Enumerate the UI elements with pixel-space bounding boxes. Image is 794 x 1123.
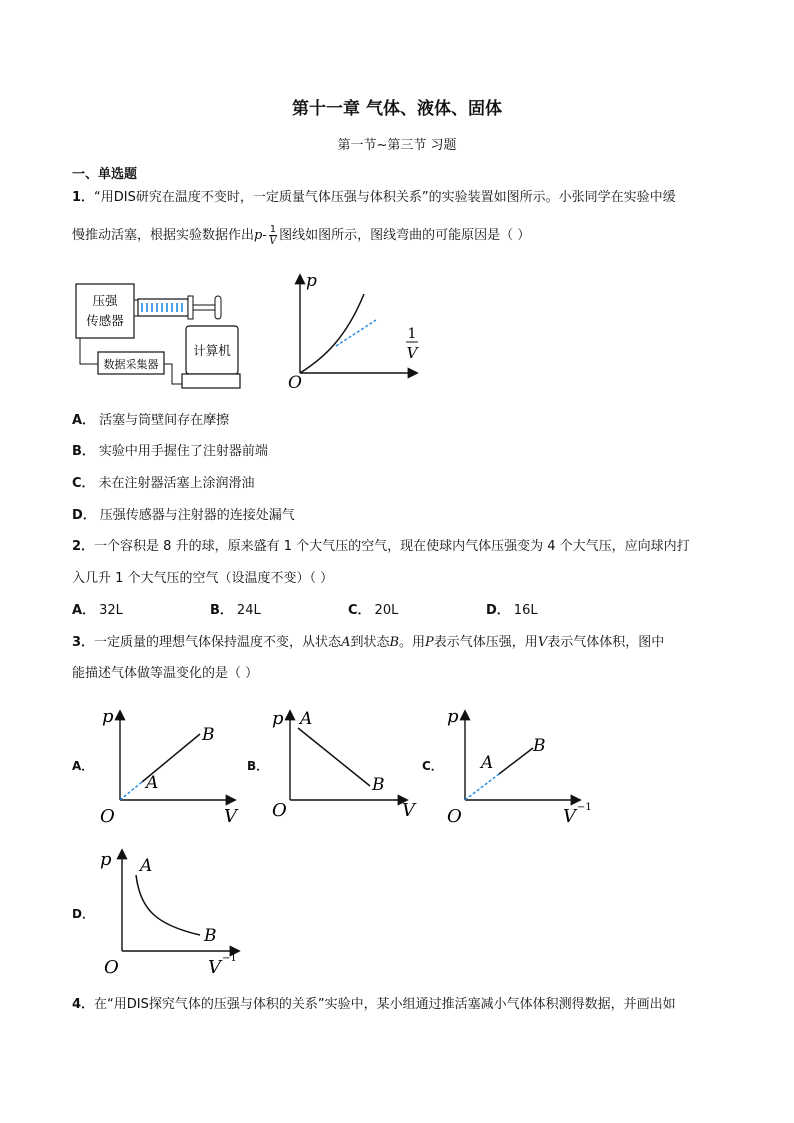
q1-dashed-extension <box>336 320 376 346</box>
q2-option-a-letter: A． <box>72 603 96 618</box>
q3c-point-a: A <box>481 753 494 773</box>
q1-option-b-text: 实验中用手握住了注射器前端 <box>98 444 268 459</box>
q3d-y-label: p <box>100 849 112 870</box>
q3-graph-c[interactable] <box>443 702 603 827</box>
q3a-point-a: A <box>146 773 159 793</box>
q3-text-b: 到状态 <box>350 635 390 650</box>
q1-apparatus-figure <box>68 272 246 394</box>
q1-frac-num: 1 <box>269 224 277 235</box>
q2-option-d-letter: D． <box>486 603 510 618</box>
syringe-nozzle <box>134 300 138 316</box>
cable-collector-computer <box>164 364 182 384</box>
q1-text1: “用DIS研究在温度不变时，一定质量气体压强与体积关系”的实验装置如图所示。小张同学在实验中缓 <box>94 190 676 205</box>
q3-text-c: 。用 <box>399 635 426 650</box>
q2-option-d-text: 16L <box>513 603 538 618</box>
q3-v-symbol: V <box>537 635 548 650</box>
q3c-x-superscript: −1 <box>577 802 592 813</box>
section-heading: 一、单选题 <box>72 167 138 182</box>
q2-option-b-letter: B． <box>210 603 233 618</box>
q3-graph-c-letter: C． <box>422 759 443 773</box>
q2-option-d[interactable] <box>486 602 538 620</box>
syringe-plunger-rod <box>193 305 215 310</box>
q1-text2b: 图线如图所示，图线弯曲的可能原因是（ ） <box>279 228 531 243</box>
q3b-point-b: B <box>372 775 385 795</box>
q1-option-a-text: 活塞与筒壁间存在摩擦 <box>99 413 230 428</box>
q3d-x-superscript: −1 <box>222 953 237 964</box>
q1-option-d[interactable] <box>72 507 295 525</box>
q1-option-c-letter: C． <box>72 476 95 491</box>
q3-text-a: 一定质量的理想气体保持温度不变，从状态 <box>94 635 342 650</box>
q4-number: 4． <box>72 997 95 1012</box>
q2-text1: 一个容积是 8 升的球，原来盛有 1 个大气压的空气，现在使球内气体压强变为 4 个大气压，应向球内打 <box>94 539 690 554</box>
q1-frac-den: V <box>269 236 277 247</box>
q3b-y-label: p <box>272 708 284 729</box>
sensor-label-2: 传感器 <box>86 313 124 328</box>
q3a-x-label: V <box>224 806 237 827</box>
q4-line1 <box>72 996 676 1014</box>
collector-label: 数据采集器 <box>103 358 159 371</box>
page-subtitle: 第一节~第三节 习题 <box>337 138 457 153</box>
q3c-y-label: p <box>447 706 459 727</box>
q1-option-c[interactable] <box>72 475 255 493</box>
q3-text-e: 表示气体体积，图中 <box>547 635 665 650</box>
q1-y-label: p <box>306 271 317 291</box>
q3-line1 <box>72 634 664 652</box>
q3-graph-b-letter: B． <box>247 759 269 773</box>
q3-graph-b[interactable] <box>268 702 418 827</box>
q3-p-symbol: P <box>425 635 434 650</box>
page-title: 第十一章 气体、液体、固体 <box>292 99 502 119</box>
syringe-handle <box>215 296 221 319</box>
q3a-y-label: p <box>102 706 114 727</box>
q3a-dashed <box>120 782 142 800</box>
q1-p-symbol: p- <box>254 228 267 243</box>
q4-text1: 在“用DIS探究气体的压强与体积的关系”实验中，某小组通过推活塞减小气体体积测得数据，并画出如 <box>94 997 676 1012</box>
q3d-origin: O <box>104 957 119 978</box>
q1-origin: O <box>288 373 302 393</box>
q3b-point-a: A <box>300 709 313 729</box>
q3d-curve <box>136 875 200 935</box>
q3-graph-d-letter: D． <box>72 907 94 921</box>
syringe-plunger-head <box>188 296 193 319</box>
q2-option-a-text: 32L <box>99 603 123 618</box>
q1-line2 <box>72 222 530 250</box>
q1-x-num: 1 <box>407 326 417 342</box>
q2-line1 <box>72 538 690 556</box>
computer-base <box>182 374 240 388</box>
q3a-point-b: B <box>202 725 215 745</box>
q3b-line <box>298 728 370 786</box>
q3c-line <box>499 748 533 774</box>
q3d-point-b: B <box>204 926 217 946</box>
q1-text2a: 慢推动活塞，根据实验数据作出 <box>72 228 255 243</box>
q3d-point-a: A <box>140 856 153 876</box>
q3c-point-b: B <box>533 736 546 756</box>
q1-option-d-text: 压强传感器与注射器的连接处漏气 <box>99 508 295 523</box>
q1-option-c-text: 未在注射器活塞上涂润滑油 <box>98 476 255 491</box>
q1-fraction <box>269 224 277 247</box>
cable-sensor-collector <box>80 338 98 364</box>
q2-option-b[interactable] <box>210 602 261 620</box>
q2-option-b-text: 24L <box>236 603 261 618</box>
q1-option-a-letter: A． <box>72 413 96 428</box>
computer-label: 计算机 <box>193 343 231 358</box>
q2-number: 2． <box>72 539 95 554</box>
q2-option-c-letter: C． <box>348 603 371 618</box>
q3c-origin: O <box>447 806 462 827</box>
q2-option-c-text: 20L <box>374 603 399 618</box>
q3-graph-a[interactable] <box>96 702 246 827</box>
q3-state-a: A <box>341 635 351 650</box>
q3c-x-label: V <box>563 806 576 827</box>
q1-option-a[interactable] <box>72 412 229 430</box>
q3-graph-a-letter: A． <box>72 759 94 773</box>
sensor-label-1: 压强 <box>92 293 118 308</box>
q3-state-b: B <box>389 635 400 650</box>
q3c-dashed <box>465 774 499 800</box>
q2-option-a[interactable] <box>72 602 123 620</box>
q1-option-b-letter: B． <box>72 444 95 459</box>
q2-option-c[interactable] <box>348 602 398 620</box>
q1-line1 <box>72 189 676 207</box>
q3-text-d: 表示气体压强，用 <box>433 635 538 650</box>
q3-line2: 能描述气体做等温变化的是（ ） <box>72 666 259 681</box>
q1-option-d-letter: D． <box>72 508 96 523</box>
q3b-origin: O <box>272 800 287 821</box>
q2-line2: 入几升 1 个大气压的空气（设温度不变）（ ） <box>72 571 334 586</box>
q1-graph <box>284 268 424 394</box>
q3b-x-label: V <box>402 800 415 821</box>
q1-number: 1． <box>72 190 95 205</box>
q3d-x-label: V <box>208 957 221 978</box>
q3-number: 3． <box>72 635 95 650</box>
q3-graph-d[interactable] <box>96 843 256 978</box>
q1-x-den: V <box>406 344 418 362</box>
syringe-barrel <box>138 299 188 316</box>
q3a-origin: O <box>100 806 115 827</box>
q1-option-b[interactable] <box>72 443 268 461</box>
